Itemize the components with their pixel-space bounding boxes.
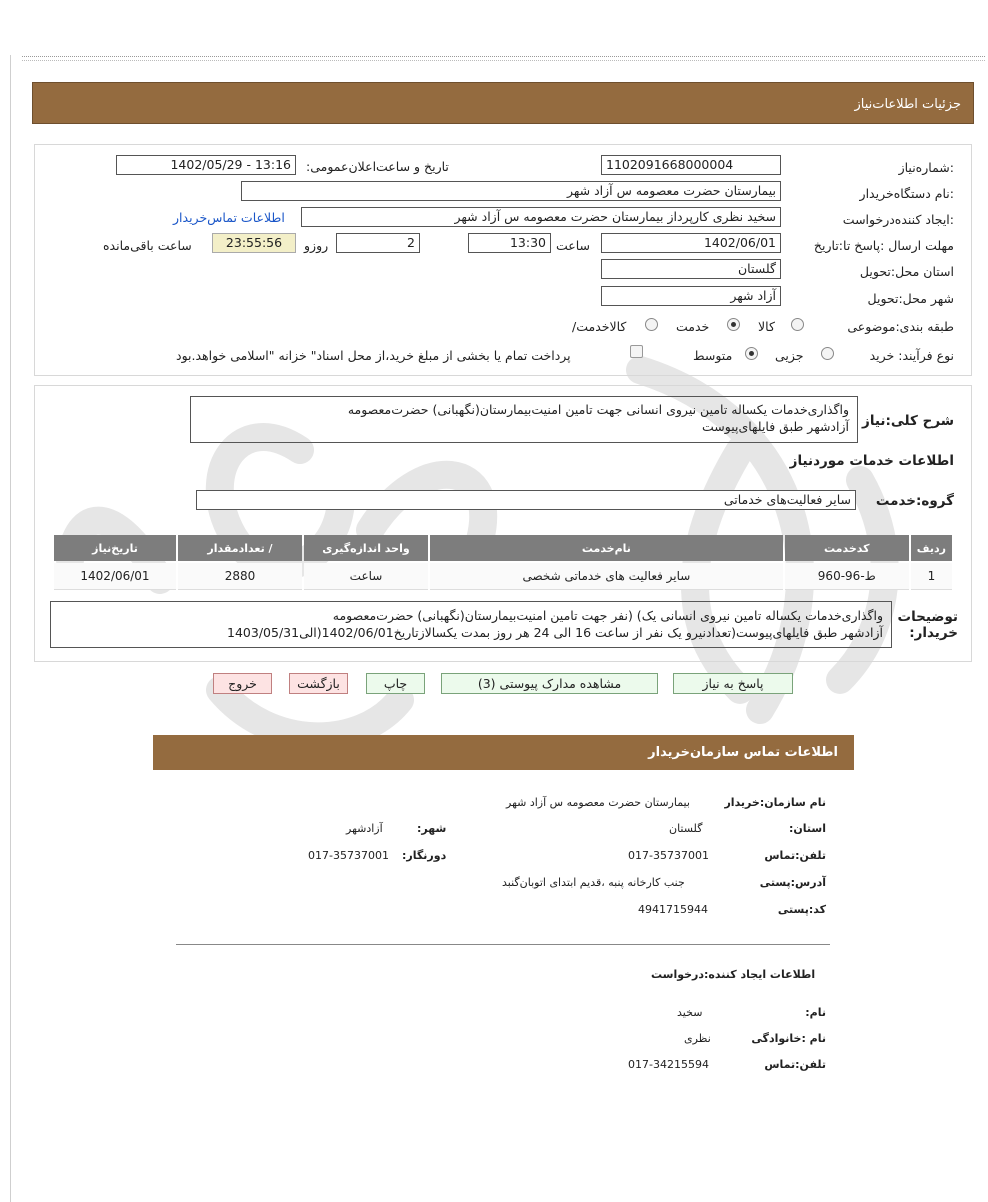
cell-service-name: سایر فعالیت های خدماتی شخصی <box>430 563 783 590</box>
page-header-bar <box>32 82 974 124</box>
city-label: شهر محل:تحویل <box>867 291 954 306</box>
respond-button[interactable]: پاسخ به نیاز <box>673 673 793 694</box>
exit-button[interactable]: خروج <box>213 673 272 694</box>
need-number-field: 1102091668000004 <box>601 155 781 175</box>
process-radio-minor[interactable] <box>821 347 834 360</box>
creator-phone-value: 017-34215594 <box>628 1058 709 1071</box>
contact-org-label: نام سازمان:خریدار <box>724 796 826 809</box>
buyer-notes-label <box>898 609 958 641</box>
top-divider <box>22 56 985 57</box>
process-radio-medium[interactable] <box>745 347 758 360</box>
service-group-label: گروه:خدمت <box>875 493 954 509</box>
buyer-notes-label-line2: :خریدار <box>909 625 958 641</box>
creator-label: ایجاد کننده‌درخواست: <box>842 212 954 227</box>
category-option-goods-service: /کالاخدمت <box>572 319 627 334</box>
cell-quantity: 2880 <box>178 563 302 590</box>
col-code-header: کدخدمت <box>785 535 909 561</box>
table-row <box>54 563 952 590</box>
table-header-row <box>54 535 952 561</box>
col-row-header: ردیف <box>911 535 952 561</box>
deadline-time-field: 13:30 <box>468 233 551 253</box>
category-option-goods: کالا <box>758 319 775 334</box>
process-label: نوع فرآیند: خرید <box>869 348 954 363</box>
contact-address-label: آدرس:پستی <box>759 876 826 889</box>
remaining-time-label: ساعت باقی‌مانده <box>103 238 192 253</box>
province-label: استان محل:تحویل <box>859 264 954 279</box>
contact-province-value: گلستان <box>669 822 703 835</box>
view-attachments-button[interactable]: مشاهده مدارک پیوستی (3) <box>441 673 658 694</box>
announce-label: تاریخ و ساعت‌اعلان‌عمومی: <box>306 159 449 174</box>
need-description-label: شرح کلی:نیاز <box>862 413 954 429</box>
days-field: 2 <box>336 233 420 253</box>
contact-province-label: :استان <box>788 822 826 835</box>
print-button[interactable]: چاپ <box>366 673 425 694</box>
contact-address-value: جنب کارخانه پنبه ،قدیم ابتدای اتوبان‌گنبد <box>502 876 685 889</box>
contact-fax-value: 017-35737001 <box>308 849 389 862</box>
contact-city-label: :شهر <box>417 822 447 835</box>
city-field: آزاد شهر <box>601 286 781 306</box>
cell-service-code: ط-96-960 <box>785 563 909 590</box>
services-table <box>52 533 954 592</box>
remaining-time-field: 23:55:56 <box>212 233 296 253</box>
deadline-time-label: ساعت <box>556 238 591 253</box>
creator-name-value: سخید <box>677 1006 703 1019</box>
contact-postal-label: کد:پستی <box>777 903 826 916</box>
category-option-service: خدمت <box>676 319 710 334</box>
buyer-org-field: بیمارستان حضرت معصومه س آزاد شهر <box>241 181 781 201</box>
creator-family-label: نام :خانوادگی <box>751 1032 826 1045</box>
creator-phone-label: تلفن:تماس <box>764 1058 826 1071</box>
process-option-minor: جزیی <box>775 348 804 363</box>
cell-need-date: 1402/06/01 <box>54 563 176 590</box>
page-left-border <box>10 55 11 1202</box>
contact-org-value: بیمارستان حضرت معصومه س آزاد شهر <box>506 796 690 809</box>
announce-field: 1402/05/29 - 13:16 <box>116 155 296 175</box>
need-description-line1: واگذاری‌خدمات یکساله تامین نیروی انسانی جهت تامین امنیت‌بیمارستان(نگهبانی) حضرت‌معصومه <box>347 402 849 417</box>
col-unit-header: واحد اندازه‌گیری <box>304 535 428 561</box>
days-label: روزو <box>304 238 329 253</box>
col-date-header: تاریخ‌نیاز <box>54 535 176 561</box>
category-radio-goods[interactable] <box>791 318 804 331</box>
col-name-header: نام‌خدمت <box>430 535 783 561</box>
buyer-notes-line2: آزادشهر طبق فایلهای‌پیوست(تعدادنیرو یک نفر از ساعت 16 الی 24 هر روز بمدت یکسالازتاریخ1402/06/01(الی1403/05/31 <box>227 625 883 640</box>
top-divider-2 <box>22 60 985 61</box>
contact-section-bar <box>153 735 854 770</box>
need-number-label: شماره‌نیاز: <box>898 160 954 175</box>
contact-fax-label: :دورنگار <box>402 849 447 862</box>
contact-phone-value: 017-35737001 <box>628 849 709 862</box>
category-radio-service[interactable] <box>727 318 740 331</box>
service-group-field: سایر فعالیت‌های خدماتی <box>196 490 856 510</box>
contact-section-title: اطلاعات تماس سازمان‌خریدار <box>648 745 838 760</box>
treasury-payment-checkbox[interactable] <box>630 345 643 358</box>
back-button[interactable]: بازگشت <box>289 673 348 694</box>
need-description-box <box>190 396 858 443</box>
deadline-label: مهلت ارسال :پاسخ تا:تاریخ <box>813 238 954 253</box>
creator-name-label: :نام <box>805 1006 826 1019</box>
deadline-date-field: 1402/06/01 <box>601 233 781 253</box>
details-panel <box>34 144 972 376</box>
contact-phone-label: تلفن:تماس <box>764 849 826 862</box>
cell-unit: ساعت <box>304 563 428 590</box>
process-option-medium: متوسط <box>693 348 733 363</box>
category-radio-goods-service[interactable] <box>645 318 658 331</box>
buyer-notes-label-line1: توضیحات <box>897 609 958 625</box>
buyer-notes-box <box>50 601 892 648</box>
buyer-notes-line1: واگذاری‌خدمات یکساله تامین نیروی انسانی یک) (نفر جهت تامین امنیت‌بیمارستان(نگهبانی) حضرت‌معصومه <box>332 608 883 623</box>
services-section-title: اطلاعات خدمات موردنیاز <box>789 453 954 469</box>
contact-city-value: آزادشهر <box>346 822 383 835</box>
creator-field: سخید نظری کارپرداز بیمارستان حضرت معصومه س آزاد شهر <box>301 207 781 227</box>
section-divider <box>176 944 830 945</box>
page-header-title: جزئیات اطلاعات‌نیاز <box>854 97 961 112</box>
province-field: گلستان <box>601 259 781 279</box>
category-label: طبقه بندی:موضوعی <box>847 319 954 334</box>
col-quantity-header: / تعدادمقدار <box>178 535 302 561</box>
contact-postal-value: 4941715944 <box>638 903 708 916</box>
treasury-payment-note: پرداخت تمام یا بخشی از مبلغ خرید،از محل اسناد" خزانه "اسلامی خواهد.بود <box>176 348 571 363</box>
buyer-contact-link[interactable]: اطلاعات تماس‌خریدار <box>173 210 285 225</box>
need-description-line2: آزادشهر طبق فایلهای‌پیوست <box>702 419 849 434</box>
cell-row-number: 1 <box>911 563 952 590</box>
creator-family-value: نظری <box>684 1032 711 1045</box>
creator-info-title: اطلاعات ایجاد کننده:درخواست <box>651 968 816 981</box>
buyer-org-label: نام دستگاه‌خریدار: <box>859 186 954 201</box>
